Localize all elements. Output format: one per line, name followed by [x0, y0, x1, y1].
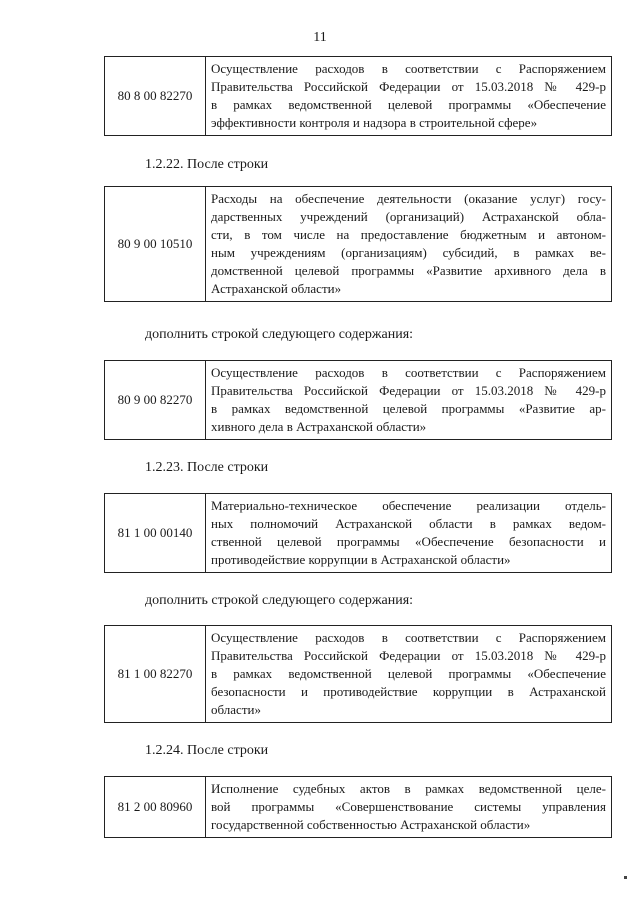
description-line: хивного дела в Астраханской области»	[211, 419, 427, 434]
budget-row-81-1-00-00140	[104, 493, 612, 573]
description-line: в рамках ведомственной целевой программы «Развитие ар-	[211, 401, 606, 416]
description-line: Правительства Российской Федерации от 15.03.2018 № 429-р	[211, 648, 606, 663]
description-line: Расходы на обеспечение деятельности (оказание услуг) госу-	[211, 191, 606, 206]
budget-code: 81 1 00 82270	[105, 626, 206, 722]
budget-description	[206, 361, 611, 439]
description-line: Исполнение судебных актов в рамках ведомственной целе-	[211, 781, 606, 796]
budget-row-81-1-00-82270	[104, 625, 612, 723]
description-line: противодействие коррупции в Астраханской области»	[211, 552, 511, 567]
description-line: Осуществление расходов в соответствии с Распоряжением	[211, 365, 606, 380]
description-line: сти, в том числе на предоставление бюджетным и автоном-	[211, 227, 606, 242]
budget-description	[206, 777, 611, 837]
budget-row-81-2-00-80960	[104, 776, 612, 838]
page-number: 11	[313, 30, 327, 45]
section-heading-1-2-24: 1.2.24. После строки	[145, 743, 269, 758]
description-line: вой программы «Совершенствование системы управления	[211, 799, 606, 814]
description-line: эффективности контроля и надзора в строительной сфере»	[211, 115, 538, 130]
description-line: государственной собственностью Астраханской области»	[211, 817, 531, 832]
budget-description	[206, 187, 611, 301]
budget-code: 80 9 00 82270	[105, 361, 206, 439]
description-line: ным учреждениям (организациям) субсидий, в рамках ве-	[211, 245, 606, 260]
budget-code: 80 8 00 82270	[105, 57, 206, 135]
budget-code: 80 9 00 10510	[105, 187, 206, 301]
budget-code: 81 1 00 00140	[105, 494, 206, 572]
description-line: в рамках ведомственной целевой программы «Обеспечение	[211, 666, 606, 681]
description-line: Материально-техническое обеспечение реализации отдель-	[211, 498, 606, 513]
description-line: в рамках ведомственной целевой программы «Обеспечение	[211, 97, 606, 112]
description-line: безопасности и противодействие коррупции в Астраханской	[211, 684, 606, 699]
description-line: Правительства Российской Федерации от 15.03.2018 № 429-р	[211, 383, 606, 398]
budget-description	[206, 57, 611, 135]
description-line: Астраханской области»	[211, 281, 342, 296]
budget-row-80-9-00-82270	[104, 360, 612, 440]
add-row-instruction: дополнить строкой следующего содержания:	[145, 593, 414, 608]
budget-description	[206, 494, 611, 572]
scan-speck	[624, 876, 627, 879]
budget-row-80-8-00-82270	[104, 56, 612, 136]
description-line: Правительства Российской Федерации от 15.03.2018 № 429-р	[211, 79, 606, 94]
section-heading-1-2-23: 1.2.23. После строки	[145, 460, 269, 475]
budget-row-80-9-00-10510	[104, 186, 612, 302]
section-heading-1-2-22: 1.2.22. После строки	[145, 157, 269, 172]
add-row-instruction: дополнить строкой следующего содержания:	[145, 327, 414, 342]
description-line: ных полномочий Астраханской области в рамках ведом-	[211, 516, 606, 531]
description-line: области»	[211, 702, 261, 717]
budget-code: 81 2 00 80960	[105, 777, 206, 837]
description-line: дарственных учреждений (организаций) Астраханской обла-	[211, 209, 606, 224]
description-line: домственной целевой программы «Развитие архивного дела в	[211, 263, 606, 278]
description-line: Осуществление расходов в соответствии с Распоряжением	[211, 61, 606, 76]
budget-description	[206, 626, 611, 722]
description-line: ственной целевой программы «Обеспечение безопасности и	[211, 534, 606, 549]
description-line: Осуществление расходов в соответствии с Распоряжением	[211, 630, 606, 645]
